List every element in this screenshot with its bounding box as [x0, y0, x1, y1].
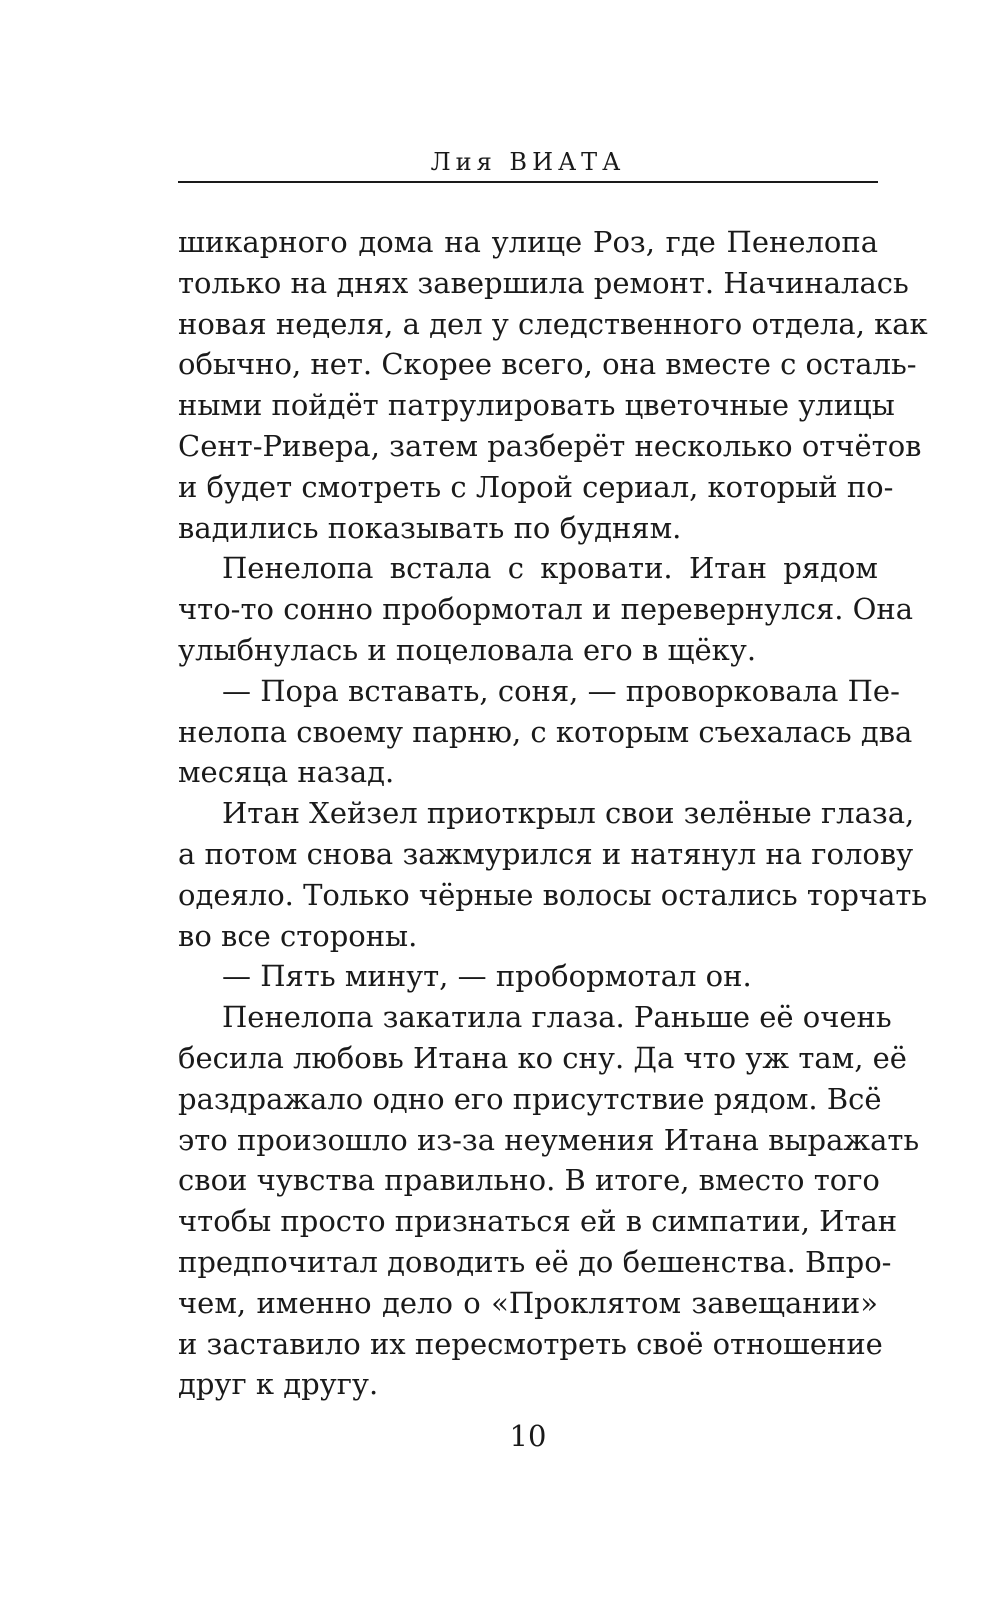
text-line: нелопа своему парню, с которым съехалась два	[178, 714, 913, 749]
text-line: месяца назад.	[178, 755, 395, 790]
page-number: 10	[509, 1419, 547, 1453]
text-line: обычно, нет. Скорее всего, она вместе с осталь-	[178, 347, 917, 382]
text-line: чтобы просто признаться ей в симпатии, Итан	[178, 1204, 898, 1239]
text-line: шикарного дома на улице Роз, где Пенелопа	[178, 225, 878, 259]
text-line: — Пора вставать, соня, — проворковала Пе-	[222, 673, 900, 708]
text-line: чем, именно дело о «Проклятом завещании»	[178, 1285, 878, 1320]
text-line: ными пойдёт патрулировать цветочные улицы	[178, 388, 895, 423]
header-rule	[178, 181, 878, 183]
text-line: свои чувства правильно. В итоге, вместо того	[178, 1163, 880, 1198]
text-line: вадились показывать по будням.	[178, 510, 682, 545]
text-line: раздражало одно его присутствие рядом. Всё	[178, 1081, 882, 1116]
text-line: только на днях завершила ремонт. Начиналась	[178, 265, 909, 300]
text-line: бесила любовь Итана ко сну. Да что уж там, её	[178, 1040, 907, 1075]
text-line: и заставило их пересмотреть своё отношение	[178, 1326, 883, 1361]
text-line: Итан Хейзел приоткрыл свои зелёные глаза,	[222, 796, 915, 831]
text-line: что-то сонно пробормотал и перевернулся. Она	[178, 592, 914, 627]
text-line: — Пять минут, — пробормотал он.	[222, 959, 752, 994]
running-head: Лия ВИАТА	[430, 148, 626, 176]
text-line: Пенелопа закатила глаза. Раньше её очень	[222, 1000, 892, 1035]
text-line: Пенелопа встала с кровати. Итан рядом	[222, 551, 878, 586]
text-line: улыбнулась и поцеловала его в щёку.	[178, 632, 757, 667]
text-line: одеяло. Только чёрные волосы остались торчать	[178, 877, 928, 912]
text-line: новая неделя, а дел у следственного отдела, как	[178, 306, 928, 341]
text-line: Сент-Ривера, затем разберёт несколько отчётов	[178, 428, 922, 463]
text-line: во все стороны.	[178, 918, 418, 953]
text-line: и будет смотреть с Лорой сериал, который по-	[178, 469, 894, 504]
body-text	[178, 222, 928, 1405]
text-line: друг к другу.	[178, 1367, 379, 1402]
text-line: а потом снова зажмурился и натянул на голову	[178, 836, 914, 871]
text-line: это произошло из-за неумения Итана выражать	[178, 1122, 920, 1157]
text-line: предпочитал доводить её до бешенства. Впро-	[178, 1244, 892, 1279]
